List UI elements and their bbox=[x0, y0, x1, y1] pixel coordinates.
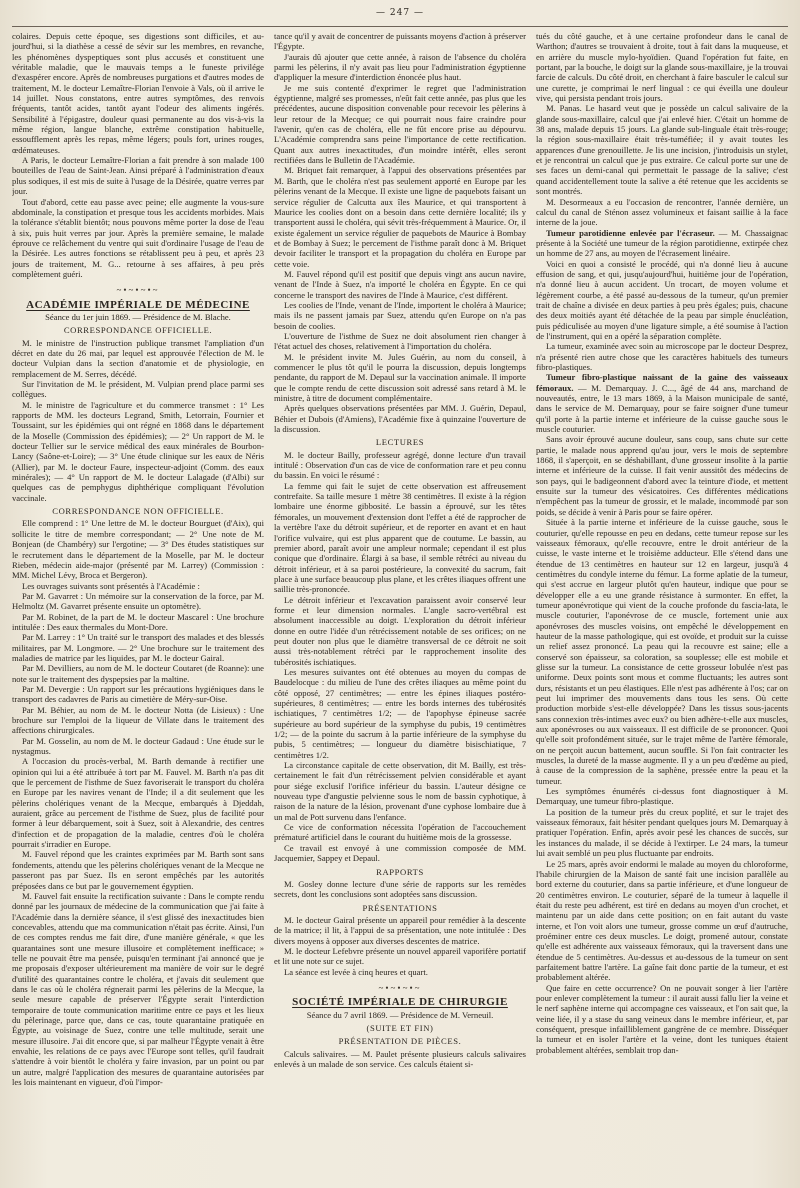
paragraph: Par M. Devilliers, au nom de M. le docteur Coutaret (de Roanne): une note sur le traitement des dyspepsies par la maltine. bbox=[12, 663, 264, 684]
page-number: — 247 — bbox=[12, 8, 788, 27]
paragraph: La femme qui fait le sujet de cette observation est affreusement contrefaite. Sa taille mesure 1 mètre 38 centimètres. Il existe à la région lombaire une énorme gibbosité. Le bassin a éprouvé, sur les têtes fémorales, un mouvement d'extension dont l'effet a été de rapprocher de la vertèbre l'axe du détroit supérieur, et de reporter en avant et en haut l'orifice vulvaire, qui est plus apparent que de coutume. Le bassin, au premier abord, paraît avoir une ampleur normale; cependant il est plus conique que d'ordinaire. Élargi à sa base, il semble rétréci au niveau du détroit inférieur, et à sa paroi postérieure, la convexité du sacrum, fait place à une surface beaucoup plus plane, et les crêtes iliaques offrent une saillie très-prononcée. bbox=[274, 480, 526, 595]
subsection-lectures: LECTURES bbox=[375, 437, 425, 448]
paragraph bbox=[536, 228, 788, 259]
paragraph: Ce travail est envoyé à une commission composée de MM. Jacquemier, Sappey et Depaul. bbox=[274, 842, 526, 864]
paragraph: M. Fauvel répond qu'il est positif que depuis vingt ans aucun navire, venant de l'Inde à Suez, n'a importé le choléra en Égypte. En ce qui concerne le transport des navires de l'Inde à Maurice, c'est différent. bbox=[274, 268, 526, 300]
paragraph: M. le docteur Lefebvre présente un nouvel appareil vaporifère portatif et lit une note sur ce sujet. bbox=[274, 945, 526, 967]
paragraph: M. le ministre de l'instruction publique transmet l'ampliation d'un décret en date du 26 mai, par lequel est approuvée l'élection de M. le docteur Vulpian dans la section d'anatomie et de physiologie, en remplacement de M. Serres, décédé. bbox=[12, 337, 264, 379]
paragraph: M. le docteur Gairal présente un appareil pour remédier à la descente de la matrice; il lit, à l'appui de sa présentation, une note intitulée : Des divers moyens à opposer aux diverses descentes de matrice. bbox=[274, 914, 526, 946]
paragraph: M. Briquet fait remarquer, à l'appui des observations présentées par M. Barth, que le choléra n'est pas seulement apporté en Europe par les pèlerins venant de la Mecque. Il existe une ligne de paquebots faisant un service régulier de Calcutta aux îles Maurice, et qui transportent à Maurice les coolies dont on a besoin dans cette dernière localité; ils y transportent aussi le choléra, qui sévit très-fréquemment à Maurice. Or, il existe également un service régulier de paquebots de Maurice à Bombay et de Bombay à Suez; le percement de l'isthme paraît donc à M. Briquet devoir faciliter le transport et la propagation du choléra en Europe par cette voie. bbox=[274, 165, 526, 269]
paragraph: Les coolies de l'Inde, venant de l'Inde, importent le choléra à Maurice; mais ils ne passent jamais par Suez, attendu qu'en Europe on n'a pas besoin de coolies. bbox=[274, 299, 526, 331]
paragraph-text: — M. Demarquay. J. C..., âgé de 44 ans, marchand de nouveautés, entre, le 13 mars 1869, à la Maison municipale de santé, dans le service de M. Demarquay, pour se faire soigner d'une tumeur qu'il porte à la partie interne et inférieure de la cuisse gauche sous le muscle couturier. bbox=[536, 382, 788, 435]
ornament-divider: ~•~•~•~ bbox=[378, 982, 422, 993]
columns bbox=[12, 31, 788, 1183]
paragraph: tance qu'il y avait de concentrer de puissants moyens d'action à préserver l'Égypte. bbox=[274, 31, 526, 52]
section-title-academie: ACADÉMIE IMPÉRIALE DE MÉDECINE bbox=[26, 298, 250, 311]
paragraph: Par M. Larrey : 1° Un traité sur le transport des malades et des blessés militaires, par M. Longmore. — 2° Une brochure sur le traitement des maladies de matrice par les liquides, par M. le docteur Gairal. bbox=[12, 632, 264, 663]
paragraph: M. le docteur Bailly, professeur agrégé, donne lecture d'un travail intitulé : Observation d'un cas de vice de conformation rare et peu connu du bassin. En voici le résumé : bbox=[274, 449, 526, 481]
column-2 bbox=[274, 31, 526, 1183]
paragraph: A Paris, le docteur Lemaître-Florian a fait prendre à son malade 100 bouteilles de l'eau de Saint-Jean. Ainsi préparé à l'administration d'eaux plus sodiques, il est mis de suite à l'usage de la Désirée, quatre verres par jour. bbox=[12, 155, 264, 197]
subsection-presentations: PRÉSENTATIONS bbox=[362, 902, 438, 913]
paragraph: Calculs salivaires. — M. Paulet présente plusieurs calculs salivaires enlevés à un malade de son service. Ces calculs étaient si- bbox=[274, 1048, 526, 1069]
paragraph: Les ouvrages suivants sont présentés à l'Académie : bbox=[22, 580, 200, 591]
paragraph: Elle comprend : 1° Une lettre de M. le docteur Bourguet (d'Aix), qui sollicite le titre de membre correspondant; — 2° Une note de M. Bonjean (de Chambéry) sur l'ergotine; — 3° Des études statistiques sur le recrutement dans le département de la Moselle, par M. le docteur Rieben, médecin aide-major (présenté par M. Larrey) (Commission : MM. Michel Lévy, Broca et Bergeron). bbox=[12, 518, 264, 581]
paragraph: La position de la tumeur près du creux poplité, et sur le trajet des vaisseaux fémoraux, fait hésiter pendant quelques jours M. Demarquay à pratiquer l'opération. Enfin, après avoir pesé les chances de succès, sur les instances du malade, il se décide à l'extirper. Le 24 mars, la tumeur lui avait semblé un peu plus fluctuante par endroits. bbox=[536, 806, 788, 859]
paragraph: Tout d'abord, cette eau passe avec peine; elle augmente la vous-sure abdominale, la constipation et presque tous les accidents morbides. Mais la tolérance s'établit bientôt; nous pouvons même porter la dose de l'eau à six, puis huit verres par jour. Après la première semaine, le malade éprouve ce relâchement du ventre qui suit d'ordinaire l'usage de l'eau de la Désirée. Les autres fonctions se rétablissent peu à peu, et après 23 jours de traitement, M. G... retourne à ses affaires, à peu près complètement guéri. bbox=[12, 196, 264, 279]
paragraph: M. Fauvel fait ensuite la rectification suivante : Dans le compte rendu donné par les journaux de médecine de la communication que j'ai faite à l'Académie dans la dernière séance, il s'est glissé des inexactitudes bien concevables, attendu que ma communication n'était pas écrite. Ainsi, l'un de ces comptes rendus me fait dire, d'une manière générale, « que les quarantaines sont une mesure illusoire et complètement inefficace; » telle ne pouvait être ma pensée, puisqu'en terminant j'ai annoncé que je me proposais d'exposer ultérieurement ma manière de voir sur le degré d'utilité des quarantaines contre le choléra, et j'avais dit seulement que dans le cas où le choléra régnerait parmi les pèlerins de la Mecque, la seule mesure capable de préserver l'Égypte serait l'interdiction temporaire de toute communication maritime entre ce pays et les lieux du pèlerinage, parce que, dans ce cas, toute quarantaine pratiquée en Égypte, au voisinage de Suez, contre une telle multitude, serait une mesure illusoire. J'ai dit encore que, si par malheur l'Égypte venait à être envahie, les relations de ce pays avec l'Europe sont telles, qu'il faudrait s'attendre à voir bientôt le choléra y faire invasion, par un point ou par un autre, malgré l'application des mesures de quarantaine autorisées par les lois maintenant en vigueur, d'où l'impor- bbox=[12, 890, 264, 1088]
subsection-rapports: RAPPORTS bbox=[376, 866, 424, 877]
section-title-chirurgie: SOCIÉTÉ IMPÉRIALE DE CHIRURGIE bbox=[292, 996, 508, 1009]
paragraph: M. Gosley donne lecture d'une série de rapports sur les remèdes secrets, dont les conclusions sont adoptées sans discussion. bbox=[274, 878, 526, 900]
subsection-correspondance-non-officielle: CORRESPONDANCE NON OFFICIELLE. bbox=[52, 506, 224, 517]
ornament-divider: ~•~•~•~ bbox=[116, 285, 160, 296]
paragraph: colaires. Depuis cette époque, ses digestions sont difficiles, et au-jourd'hui, si la diathèse a cessé de sévir sur les membres, en revanche, les phénomènes dyspeptiques sont plus accusés et constituent une véritable maladie, que le mauvais temps a le funeste privilége d'exaspérer encore. Après de nombreuses purgations et d'autres modes de traitement, M. le docteur Lemaître-Florian l'envoie à Vals, où il arrive le 14 juillet. Nous constatons, entre autres symptômes, des renvois fréquents, tantôt acides, tantôt ayant l'odeur des aliments ingérés. Sensibilité à l'épigastre, douleur quasi permanente au dos vis-à-vis la même région, langue blanche, extrême constipation habituelle, essoufflement après les repas, même légers; pouls fort, urines rouges, œdémateuses. bbox=[12, 31, 264, 155]
paragraph: Située à la partie interne et inférieure de la cuisse gauche, sous le couturier, qu'elle repousse en peu en dedans, cette tumeur repose sur les vaisseaux fémoraux, qu'elle recouvre, entre le droit antérieur de la cuisse, le vaste interne et le troisième adducteur. Elle s'étend dans une étendue de 13 centimètres en hauteur sur 12 en largeur, jusqu'à 4 centimètres du condyle interne du fémur. La forme aplatie de la tumeur, qui s'est accrue en largeur plutôt qu'en hauteur, indique que pour se développer elle a eu une grande résistance à surmonter. En effet, la tumeur aponévrotique qui vient de la couche profonde du fascia-lata, le muscle couturier, l'aponévrose de ce muscle, fortement unie aux aponévroses des muscles voisins, ont empêché le développement en hauteur de la masse pathologique, qui est ovoïde, et produit sur la cuisse un relief assez prononcé. La peau qui la recouvre est saine; elle a conservé son épaisseur, sa coloration, sa souplesse; elle est mobile et glisse sur la tumeur. La consistance de cette grosseur lobulée n'est pas uniforme. Deux points sont mous et comme fluctuants; les autres sont durs, résistants et un peu élastiques. Elle n'est pas adhérente à l'os; car on peut lui imprimer des mouvements dans tous les sens. Où cette production morbide s'est-elle développée? Dans les tissus sous-jacents sans connexion très-intimes avec eux? ou bien adhère-t-elle aux muscles, aux aponévroses ou aux vaisseaux. Il est difficile de se prononcer. Quoi qu'elle soit profondément située, sur le trajet même de l'artère fémorale, on ne perçoit aucun battement, aucun souffle. Si l'on fait contracter les muscles, la dureté de la masse augmente. Il y a un peu d'œdème au pied, à cause de la compression de la saphène, pressée entre la peau et la tumeur. bbox=[536, 517, 788, 786]
suite-et-fin: (SUITE ET FIN) bbox=[366, 1022, 434, 1033]
paragraph: Par M. Gavarret : Un mémoire sur la conservation de la force, par M. Helmoltz (M. Gavarret présente ensuite un optomètre). bbox=[12, 590, 264, 612]
paragraph: L'ouverture de l'isthme de Suez ne doit absolument rien changer à l'état actuel des choses, relativement à l'importation du choléra. bbox=[274, 330, 526, 352]
paragraph: tués du côté gauche, et à une certaine profondeur dans le canal de Warthon; d'autres se trouvaient à droite, tout à fait dans la muqueuse, et en arrière du muscle mylo-hyoïdien. Quand l'opération fut faite, en portant, par la bouche, le doigt sur la glande sous-maxillaire, je la trouvai farcie de calculs. Du côté droit, en cherchant à faire basculer le calcul sur une curette, je comprimai le nerf lingual : ce qui éveilla une douleur vive, qui persista pendant trois jours. bbox=[536, 31, 788, 104]
session-line: Séance du 1er juin 1869. — Présidence de M. Blache. bbox=[45, 311, 231, 322]
paragraph: A l'occasion du procès-verbal, M. Barth demande à rectifier une opinion qui lui a été attribuée à tort par M. Fauvel. M. Barth n'a pas dit que le percement de l'isthme de Suez favoriserait le transport du choléra en Europe par les navires venant de l'Inde; il a dit seulement que les pèlerins cholériques venant de la Mecque, embarqués à Djeddah, auraient, grâce au percement de l'isthme de Suez, plus de facilité pour former à leur débarquement, soit à Suez, soit à Alexandrie, des centres d'infection et de propagation de la maladie, centres d'où le choléra pourrait s'irradier en Europe. bbox=[12, 756, 264, 850]
paragraph: Par M. Devergie : Un rapport sur les précautions hygiéniques dans le transport des cadavres de Paris au cimetière de Méry-sur-Oise. bbox=[12, 683, 264, 705]
column-3 bbox=[536, 31, 788, 1183]
subsection-correspondance-officielle: CORRESPONDANCE OFFICIELLE. bbox=[63, 325, 213, 336]
paragraph: La tumeur, examinée avec soin au microscope par le docteur Desprez, n'a présenté rien autre chose que les caractères habituels des tumeurs fibro-plastiques. bbox=[536, 341, 788, 372]
paragraph: Je me suis contenté d'exprimer le regret que l'administration égyptienne, malgré ses promesses, n'eût fait cette année, pas plus que les précédentes, aucune disposition convenable pour recevoir les pèlerins à leur retour de la Mecque; ce qui pourrait nous faire craindre pour l'avenir, qu'en cas de choléra, elle ne fût encore prise au dépourvu. L'Académie comprendra sans peine l'importance de cette rectification. Quant aux autres inexactitudes, d'un moindre intérêt, elles seront rectifiées dans le Bulletin de l'Académie. bbox=[274, 82, 526, 166]
paragraph: Que faire en cette occurrence? On ne pouvait songer à lier l'artère pour enlever complètement la tumeur : il aurait aussi fallu lier la veine et le nerf saphène interne qui accompagne ces vaisseaux, et l'on sait que, la veine liée, il y a stase du sang veineux dans le membre inférieur, et, par conséquent, presque infailliblement gangrène de ce membre. Disséquer la tumeur et en isoler l'artère et la veine, dont les tuniques étaient probablement altérées, semblait trop dan- bbox=[536, 982, 788, 1055]
paragraph-text: — M. Chassaignac présente à la Société une tumeur de la région parotidienne, extirpée chez un homme de 27 ans, au moyen de l'écrasement linéaire. bbox=[536, 227, 788, 259]
paragraph: La circonstance capitale de cette observation, dit M. Bailly, est très-certainement le fait d'un rétrécissement pelvien considérable et ayant pour siége exclusif l'orifice inférieur du bassin. L'auteur désigne ce nouveau type d'angustie pelvienne sous le nom de bassin cyphotique, à raison de la nature de la lésion, provenant d'une cyphose lombaire due à un mal de Pott survenu dans l'enfance. bbox=[274, 760, 526, 822]
paragraph: Par M. Gosselin, au nom de M. le docteur Gadaud : Une étude sur le nystagmus. bbox=[12, 735, 264, 757]
paragraph: Après quelques observations présentées par MM. J. Guérin, Depaul, Béhier et Dubois (d'Amiens), l'Académie fixe à quinzaine l'ouverture de la discussion. bbox=[274, 403, 526, 435]
paragraph: M. le ministre de l'agriculture et du commerce transmet : 1° Les rapports de MM. les docteurs Legrand, Smith, Letorrain, Fournier et Toussaint, sur les épidémies qui ont régné en 1868 dans le département de la Moselle (Commission des épidémies); — 2° Un rapport de M. le docteur Tellier sur le service médical des eaux minérales de Bourbon-Lancy (Saône-et-Loire); — 3° Une étude clinique sur les eaux de Néris (Allier), par M. le docteur Faure, inspecteur-adjoint (Comm. des eaux minérales); — 4° Un rapport de M. le docteur Lalagade (d'Albi) sur quelques cas de pemphygus diphthérique compliquant l'évolution vaccinale. bbox=[12, 399, 264, 503]
paragraph: Par M. Robinet, de la part de M. le docteur Mascarel : Une brochure intitulée : Des eaux thermales du Mont-Dore. bbox=[12, 611, 264, 632]
paragraph: Ce vice de conformation nécessita l'opération de l'accouchement prématuré artificiel dans le courant du huitième mois de la grossesse. bbox=[274, 822, 526, 843]
paragraph bbox=[536, 372, 788, 434]
paragraph: M. Fauvel répond que les craintes exprimées par M. Barth sont sans fondements, attendu que les pèlerins cholériques venant de la Mecque ne passeront pas par Suez. Ils en seront empêchés par les autorités préposées dans ce but par le gouvernement égyptien. bbox=[12, 849, 264, 891]
paragraph: Le détroit inférieur et l'excavation paraissent avoir conservé leur forme et leur dimension normales. L'angle sacro-vertébral est absolument inaccessible au doigt. L'exploration du détroit inférieur donne en outre l'idée d'un rétrécissement notable de ses orifices; on ne peut douter non plus que le diamètre transversal de ce détroit ne soit aussi très-notablement rétréci par le rapprochement insolite des tubérosités ischiatiques. bbox=[274, 594, 526, 667]
paragraph: M. Desormeaux a eu l'occasion de rencontrer, l'année dernière, un calcul du canal de Sténon assez volumineux et faisant saillie à la face interne de la joue. bbox=[536, 196, 788, 228]
paragraph: Par M. Béhier, au nom de M. le docteur Notta (de Lisieux) : Une brochure sur l'emploi de la liqueur de Villate dans le traitement des affections chirurgicales. bbox=[12, 704, 264, 736]
session-line: Séance du 7 avril 1869. — Présidence de M. Verneuil. bbox=[306, 1009, 494, 1020]
paragraph: Sur l'invitation de M. le président, M. Vulpian prend place parmi ses collègues. bbox=[12, 379, 264, 400]
subsection-presentation-pieces: PRÉSENTATION DE PIÈCES. bbox=[338, 1036, 462, 1047]
paragraph: M. Panas. Le hasard veut que je possède un calcul salivaire de la glande sous-maxillaire, calcul que j'ai enlevé hier. C'était un homme de 38 ans, malade depuis 15 jours. La glande sub-linguale était très-rouge; la région sous-maxillaire était très-tuméfiée; il y avait toutes les apparences d'une grenouillette. Je lis une incision, j'introduisis un stylet, et je rencontrai un calcul que je pus extraire. Ce calcul porte sur une de ses faces un demi-canal qui permettait le passage de la salive; c'est quand accidentellement toute la salive a été retenue que les accidents se sont montrés. bbox=[536, 103, 788, 197]
paragraph: La séance est levée à cinq heures et quart. bbox=[284, 966, 428, 977]
paragraph: Les mesures suivantes ont été obtenues au moyen du compas de Baudelocque : du milieu de l'une des crêtes iliaques au même point du côté opposé, 27 centimètres; — entre les épines iliaques postéro-supérieures, 8 centimètres; — entre les bords internes des tubérosités ischiatiques, 7 centimètres 1/2; — de l'apophyse épineuse sacrée supérieure au bord supérieur de la symphyse du pubis, 19 centimètres 1/2; — de la pointe du sacrum à la partie inférieure de la symphyse du pubis, 5 centimètres; — longueur du diamètre bisischiatique, 7 centimètres 1/2. bbox=[274, 666, 526, 760]
paragraph: J'aurais dû ajouter que cette année, à raison de l'absence du choléra parmi les pèlerins, il n'y avait pas lieu pour l'administration égyptienne d'appliquer la mesure d'interdiction énoncée plus haut. bbox=[274, 51, 526, 83]
paragraph: Voici en quoi a consisté le procédé, qui n'a donné lieu à aucune effusion de sang, et qui, jusqu'aujourd'hui, huitième jour de l'opération, n'a donné lieu à aucun accident. Un trocart, de moyen volume et légèrement courbe, a été passé au-dessous de la tumeur, qu'un premier trait de chaîne a divisée en deux parties à peu près égales; puis, chacune des deux moitiés ayant été détachée de la peau par simple énucléation, puis pédiculisée au moyen d'une ligature simple, a été soumise à l'action de l'instrument, qui en a opéré la séparation complète. bbox=[536, 258, 788, 341]
run-in-heading: Tumeur fibro-plastique naissant de la gaine des vaisseaux fémoraux. bbox=[536, 372, 788, 393]
paragraph: Sans avoir éprouvé aucune douleur, sans coup, sans chute sur cette partie, le malade nous apprend qu'au jour, vers le mois de septembre 1868, il s'aperçoit, en se déshabillant, d'une grosseur insolite à la partie interne et inférieure de la cuisse. Il fait venir aussitôt des médecins de son pays, qui le badigeonnent d'abord avec la teinture d'iode, et mettent ensuite sur la tumeur des vésicatoires. Ces différentes médications n'empêchent pas la tumeur de grossir, et le malade, incommodé par son poids, se décide à venir à Paris pour se faire opérer. bbox=[536, 434, 788, 517]
column-1 bbox=[12, 31, 264, 1183]
paragraph: M. le président invite M. Jules Guérin, au nom du conseil, à commencer le plus tôt qu'il le pourra la discussion, depuis longtemps pendante, du rapport de M. Depaul sur la vaccination animale. Il importe que le compte rendu de cette discussion soit adressé sans retard à M. le ministre, à titre de document complémentaire. bbox=[274, 351, 526, 404]
paragraph: Les symptômes énumérés ci-dessus font diagnostiquer à M. Demarquay, une tumeur fibro-plastique. bbox=[536, 786, 788, 807]
paragraph: Le 25 mars, après avoir endormi le malade au moyen du chloroforme, l'habile chirurgien de la Maison de santé fait une incision parallèle au bord externe du couturier, dans sa partie inférieure, et d'une longueur de 20 centimètres environ. Le couturier, séparé de la tumeur à laquelle il était du reste peu adhérent, est tiré en dedans au moyen d'un crochet, et maintenu par un aide dans cette position; on en fait autant du vaste interne, et l'on voit alors une tumeur, grosse comme un œuf d'autruche, proéminer entre ces deux muscles. Le doigt, promené autour, constate qu'elle est adhérente aux vaisseaux fémoraux, qui la traversent dans une étendue de 5 centimètres. Au-dessus et au-dessous de la tumeur on sent parfaitement battre l'artère. La gaîne fait donc partie de la tumeur, et est probablement altérée. bbox=[536, 858, 788, 983]
run-in-heading: Tumeur parotidienne enlevée par l'écraseur. bbox=[546, 227, 715, 238]
